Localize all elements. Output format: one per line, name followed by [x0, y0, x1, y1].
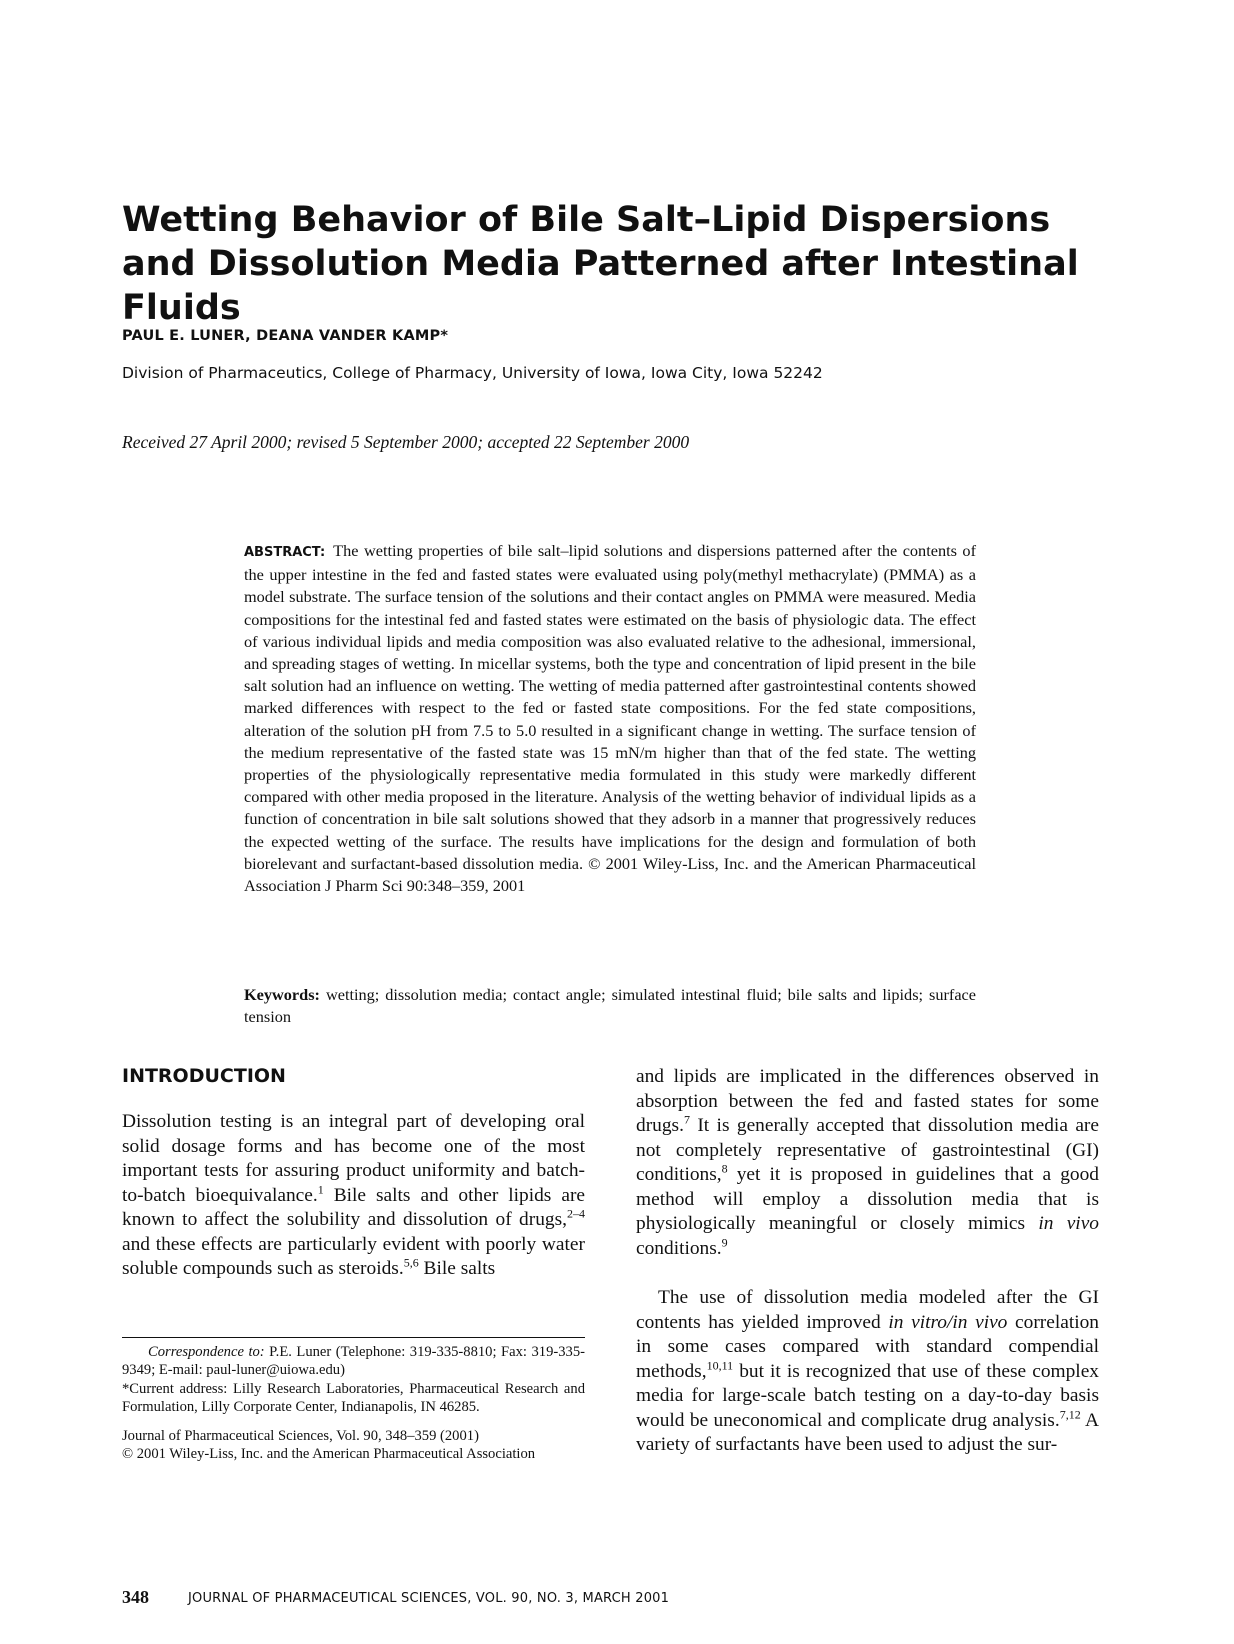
article-title: Wetting Behavior of Bile Salt–Lipid Dispersions and Dissolution Media Patterned after Intestinal Fluids [122, 200, 1079, 328]
keywords [244, 984, 976, 1028]
author-affiliation: Division of Pharmaceutics, College of Pharmacy, University of Iowa, Iowa City, Iowa 52242 [122, 364, 823, 382]
author-list: PAUL E. LUNER, DEANA VANDER KAMP* [122, 328, 449, 344]
running-footer: JOURNAL OF PHARMACEUTICAL SCIENCES, VOL. 90, NO. 3, MARCH 2001 [188, 1591, 670, 1606]
body-text: It is generally accepted that dissolution media are not completely representative of gastrointestinal (GI) conditions, [636, 1115, 1099, 1185]
body-text: but it is recognized that use of these complex media for large-scale batch testing on a day-to-day basis would be uneconomical and complicate drug analysis. [636, 1360, 1099, 1431]
italic-term: in vitro/in vivo [888, 1311, 1008, 1333]
citation-ref: 9 [721, 1235, 728, 1250]
intro-paragraph-left [122, 1110, 585, 1282]
correspondence-note [122, 1343, 585, 1380]
abstract-text: The wetting properties of bile salt–lipid solutions and dispersions patterned after the contents of the upper intestine in the fed and fasted states were evaluated using poly(methyl methacrylate) (PMMA) as a model substrate. The surface tension of the solutions and their contact angles on PMMA were measured. Media compositions for the intestinal fed and fasted states were estimated on the basis of physiologic data. The effect of various individual lipids and media composition was also evaluated relative to the adhesional, immersional, and spreading stages of wetting. In micellar systems, both the type and concentration of lipid present in the bile salt solution had an influence on wetting. The wetting of media patterned after gastrointestinal contents showed marked differences with respect to the fed or fasted state compositions. For the fed state compositions, alteration of the solution pH from 7.5 to 5.0 resulted in a significant change in wetting. The surface tension of the medium representative of the fasted state was 15 mN/m higher than that of the fed state. The wetting properties of the physiologically representative media formulated in this study were markedly different compared with other media proposed in the literature. Analysis of the wetting behavior of individual lipids as a function of concentration in bile salt solutions showed that they adsorb in a manner that progressively reduces the expected wetting of the surface. The results have implications for the design and formulation of both biorelevant and surfactant-based dissolution media. © 2001 Wiley-Liss, Inc. and the American Pharmaceutical Association J Pharm Sci 90:348–359, 2001 [244, 541, 976, 896]
body-text: and these effects are particularly evident with poorly water soluble compounds such as steroids. [122, 1233, 585, 1279]
body-text: Bile salts [418, 1258, 496, 1279]
received-dates: Received 27 April 2000; revised 5 September 2000; accepted 22 September 2000 [122, 432, 690, 452]
citation-ref: 10,11 [706, 1358, 734, 1373]
intro-paragraph-right-1 [636, 1065, 1099, 1261]
body-text: The use of dissolution media modeled after the GI contents has yielded improved [636, 1287, 1099, 1333]
current-address-note: *Current address: Lilly Research Laboratories, Pharmaceutical Research and Formulation, Lilly Corporate Center, Indianapolis, IN 46285. [122, 1380, 585, 1416]
citation-ref: 7,12 [1059, 1407, 1081, 1422]
copyright-note: © 2001 Wiley-Liss, Inc. and the American Pharmaceutical Association [122, 1446, 536, 1463]
correspondence-label: Correspondence to: [148, 1344, 265, 1360]
body-text: yet it is proposed in guidelines that a good method will employ a dissolution media that is physiologically meaningful or closely mimics [636, 1164, 1099, 1234]
abstract [244, 540, 976, 897]
body-text: A variety of surfactants have been used to adjust the sur- [636, 1409, 1100, 1455]
italic-term: in vivo [1038, 1213, 1099, 1234]
citation-ref: 8 [721, 1161, 728, 1176]
keywords-text: wetting; dissolution media; contact angle; simulated intestinal fluid; bile salts and lipids; surface tension [244, 985, 976, 1027]
page-number: 348 [122, 1587, 149, 1607]
citation-ref: 2–4 [567, 1206, 585, 1221]
intro-paragraph-right-2 [636, 1286, 1099, 1458]
body-text: conditions. [636, 1237, 722, 1259]
citation-ref: 5,6 [403, 1255, 419, 1270]
footnotes [122, 1343, 585, 1463]
citation-ref: 7 [683, 1112, 690, 1127]
journal-citation: Journal of Pharmaceutical Sciences, Vol. 90, 348–359 (2001) [122, 1427, 479, 1444]
keywords-label: Keywords: [244, 985, 320, 1004]
abstract-label: ABSTRACT: [244, 545, 326, 560]
body-text: correlation in some cases compared with standard compendial methods, [636, 1311, 1099, 1382]
body-text: Bile salts and other lipids are known to affect the solubility and dissolution of drugs, [122, 1184, 586, 1230]
footnote-divider [122, 1337, 585, 1338]
correspondence-text: P.E. Luner (Telephone: 319-335-8810; Fax: 319-335-9349; E-mail: paul-luner@uiowa.edu) [122, 1344, 585, 1379]
citation-ref: 1 [317, 1182, 324, 1197]
introduction-heading: INTRODUCTION [122, 1065, 286, 1087]
body-text: and lipids are implicated in the differences observed in absorption between the fed and fasted states for some drugs. [636, 1066, 1099, 1136]
body-text: Dissolution testing is an integral part of developing oral solid dosage forms and has become one of the most important tests for assuring product uniformity and batch-to-batch bioequivalance. [122, 1111, 585, 1206]
